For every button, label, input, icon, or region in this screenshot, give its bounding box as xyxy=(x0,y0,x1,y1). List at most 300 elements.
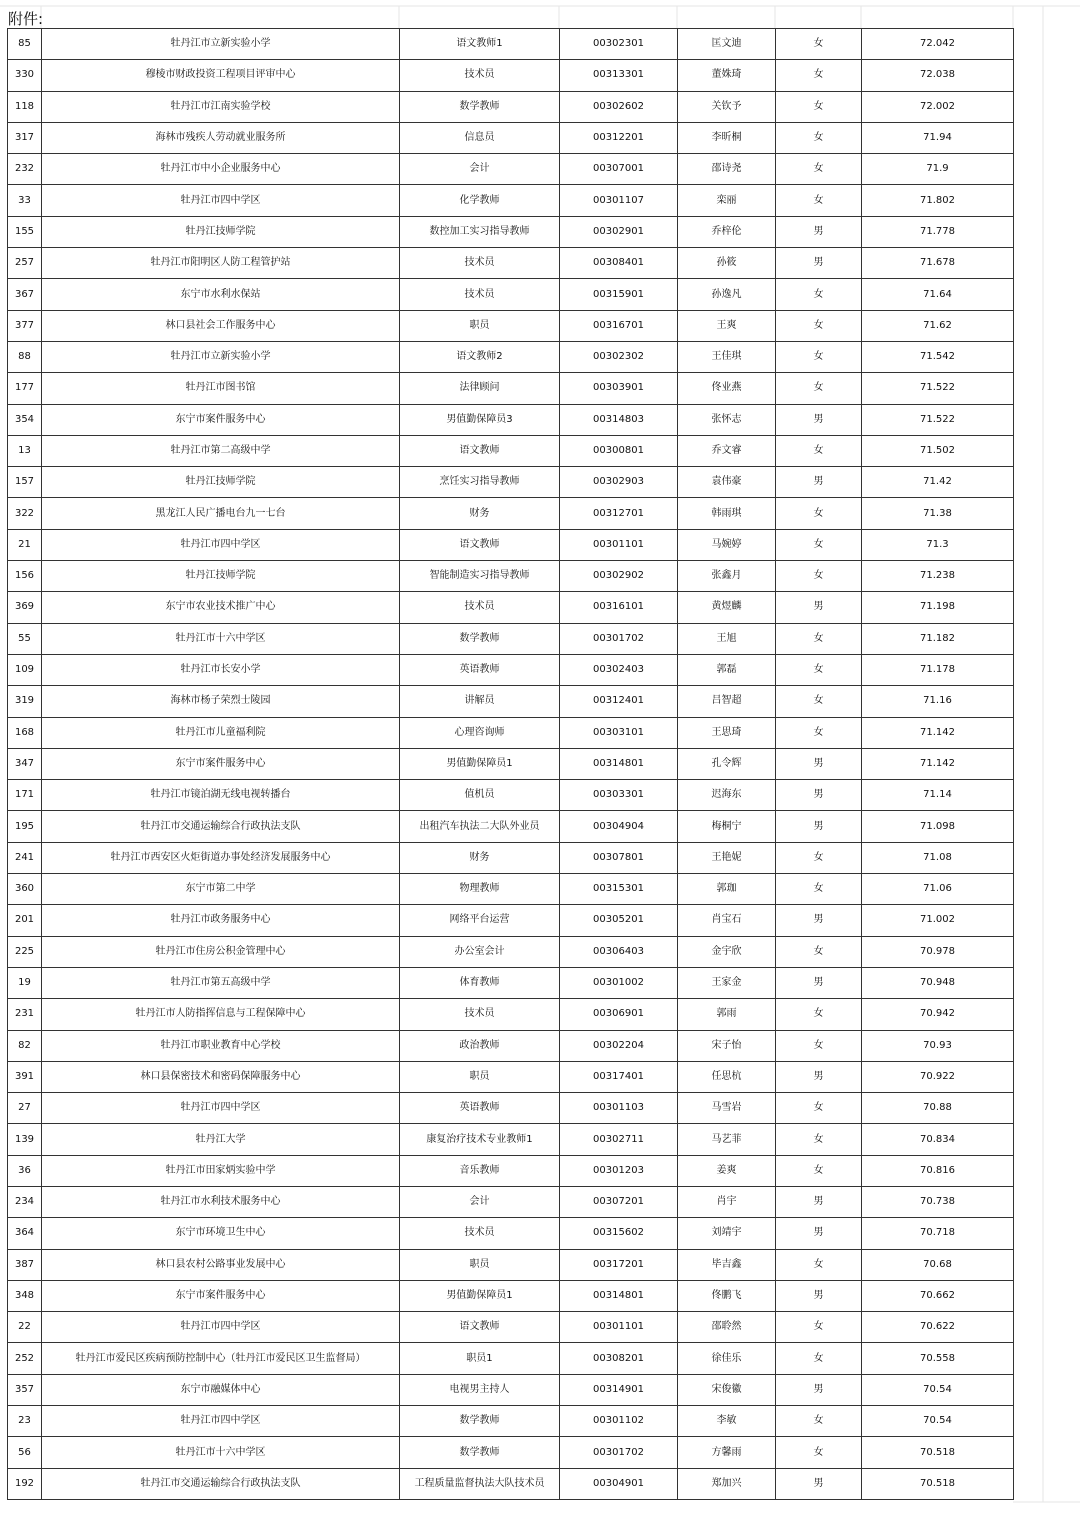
table-row xyxy=(8,1124,1014,1155)
score: 71.42 xyxy=(862,467,1014,498)
gender: 男 xyxy=(776,404,862,435)
gender: 男 xyxy=(776,1374,862,1405)
table-row xyxy=(8,592,1014,623)
score: 70.622 xyxy=(862,1312,1014,1343)
position-code: 00302302 xyxy=(560,341,678,372)
position-name: 智能制造实习指导教师 xyxy=(400,561,560,592)
position-name: 语文教师2 xyxy=(400,341,560,372)
position-name: 财务 xyxy=(400,842,560,873)
candidate-name: 肖宇 xyxy=(678,1186,776,1217)
employer-name: 牡丹江市交通运输综合行政执法支队 xyxy=(42,1468,400,1499)
score: 71.542 xyxy=(862,341,1014,372)
position-code: 00306901 xyxy=(560,999,678,1030)
score: 71.16 xyxy=(862,686,1014,717)
position-code: 00307801 xyxy=(560,842,678,873)
table-row xyxy=(8,29,1014,60)
row-number: 232 xyxy=(8,154,42,185)
table-row xyxy=(8,154,1014,185)
position-name: 康复治疗技术专业教师1 xyxy=(400,1124,560,1155)
score: 71.238 xyxy=(862,561,1014,592)
position-name: 法律顾问 xyxy=(400,373,560,404)
position-name: 语文教师 xyxy=(400,529,560,560)
table-row xyxy=(8,122,1014,153)
gender: 女 xyxy=(776,29,862,60)
gender: 男 xyxy=(776,780,862,811)
position-name: 体育教师 xyxy=(400,967,560,998)
row-number: 118 xyxy=(8,91,42,122)
score: 72.042 xyxy=(862,29,1014,60)
position-code: 00307201 xyxy=(560,1186,678,1217)
score: 70.558 xyxy=(862,1343,1014,1374)
candidate-name: 王艳妮 xyxy=(678,842,776,873)
employer-name: 牡丹江市中小企业服务中心 xyxy=(42,154,400,185)
candidate-name: 王旭 xyxy=(678,623,776,654)
row-number: 168 xyxy=(8,717,42,748)
score: 71.098 xyxy=(862,811,1014,842)
gender: 男 xyxy=(776,1186,862,1217)
position-name: 语文教师 xyxy=(400,1312,560,1343)
candidate-name: 王思琦 xyxy=(678,717,776,748)
candidate-name: 马雪岩 xyxy=(678,1093,776,1124)
gender: 男 xyxy=(776,1468,862,1499)
position-name: 化学教师 xyxy=(400,185,560,216)
row-number: 177 xyxy=(8,373,42,404)
table-row xyxy=(8,467,1014,498)
gender: 女 xyxy=(776,373,862,404)
score: 72.038 xyxy=(862,60,1014,91)
position-code: 00314801 xyxy=(560,748,678,779)
position-name: 技术员 xyxy=(400,279,560,310)
position-code: 00312201 xyxy=(560,122,678,153)
employer-name: 牡丹江市十六中学区 xyxy=(42,623,400,654)
position-code: 00301101 xyxy=(560,529,678,560)
candidate-name: 董姝琦 xyxy=(678,60,776,91)
position-name: 会计 xyxy=(400,1186,560,1217)
row-number: 347 xyxy=(8,748,42,779)
position-name: 信息员 xyxy=(400,122,560,153)
row-number: 13 xyxy=(8,435,42,466)
candidate-name: 王佳琪 xyxy=(678,341,776,372)
row-number: 156 xyxy=(8,561,42,592)
employer-name: 海林市杨子荣烈士陵园 xyxy=(42,686,400,717)
position-name: 工程质量监督执法大队技术员 xyxy=(400,1468,560,1499)
employer-name: 牡丹江市爱民区疾病预防控制中心（牡丹江市爱民区卫生监督局） xyxy=(42,1343,400,1374)
candidate-name: 宋子怡 xyxy=(678,1030,776,1061)
score: 71.522 xyxy=(862,404,1014,435)
table-row xyxy=(8,905,1014,936)
employer-name: 牡丹江市交通运输综合行政执法支队 xyxy=(42,811,400,842)
table-row xyxy=(8,1312,1014,1343)
row-number: 225 xyxy=(8,936,42,967)
employer-name: 牡丹江市田家炳实验中学 xyxy=(42,1155,400,1186)
gender: 女 xyxy=(776,1343,862,1374)
gender: 男 xyxy=(776,967,862,998)
position-code: 00304901 xyxy=(560,1468,678,1499)
score: 70.518 xyxy=(862,1437,1014,1468)
position-code: 00301102 xyxy=(560,1406,678,1437)
score: 70.978 xyxy=(862,936,1014,967)
position-code: 00301702 xyxy=(560,1437,678,1468)
score: 71.802 xyxy=(862,185,1014,216)
position-code: 00302602 xyxy=(560,91,678,122)
employer-name: 牡丹江市长安小学 xyxy=(42,654,400,685)
gender: 男 xyxy=(776,216,862,247)
candidate-name: 王家金 xyxy=(678,967,776,998)
score: 70.922 xyxy=(862,1061,1014,1092)
table-row xyxy=(8,529,1014,560)
score: 70.88 xyxy=(862,1093,1014,1124)
position-code: 00302903 xyxy=(560,467,678,498)
position-code: 00317201 xyxy=(560,1249,678,1280)
candidate-name: 栾丽 xyxy=(678,185,776,216)
position-name: 男值勤保障员1 xyxy=(400,748,560,779)
candidate-name: 黄煜麟 xyxy=(678,592,776,623)
score: 71.64 xyxy=(862,279,1014,310)
score: 71.9 xyxy=(862,154,1014,185)
employer-name: 牡丹江市图书馆 xyxy=(42,373,400,404)
employer-name: 林口县农村公路事业发展中心 xyxy=(42,1249,400,1280)
table-row xyxy=(8,874,1014,905)
row-number: 157 xyxy=(8,467,42,498)
gender: 女 xyxy=(776,1155,862,1186)
row-number: 330 xyxy=(8,60,42,91)
score: 71.178 xyxy=(862,654,1014,685)
table-row xyxy=(8,1343,1014,1374)
table-row xyxy=(8,623,1014,654)
table-row xyxy=(8,498,1014,529)
position-name: 值机员 xyxy=(400,780,560,811)
employer-name: 黑龙江人民广播电台九一七台 xyxy=(42,498,400,529)
table-row xyxy=(8,185,1014,216)
gender: 女 xyxy=(776,529,862,560)
gender: 女 xyxy=(776,122,862,153)
employer-name: 牡丹江市四中学区 xyxy=(42,1312,400,1343)
row-number: 82 xyxy=(8,1030,42,1061)
gender: 女 xyxy=(776,1406,862,1437)
position-code: 00302902 xyxy=(560,561,678,592)
row-number: 85 xyxy=(8,29,42,60)
candidate-name: 佟鹏飞 xyxy=(678,1280,776,1311)
row-number: 19 xyxy=(8,967,42,998)
employer-name: 海林市残疾人劳动就业服务所 xyxy=(42,122,400,153)
candidate-name: 徐佳乐 xyxy=(678,1343,776,1374)
position-code: 00317401 xyxy=(560,1061,678,1092)
position-name: 职员 xyxy=(400,1061,560,1092)
candidate-name: 郭珈 xyxy=(678,874,776,905)
position-code: 00303301 xyxy=(560,780,678,811)
position-name: 电视男主持人 xyxy=(400,1374,560,1405)
position-code: 00301002 xyxy=(560,967,678,998)
score: 70.948 xyxy=(862,967,1014,998)
gender: 女 xyxy=(776,1312,862,1343)
row-number: 367 xyxy=(8,279,42,310)
row-number: 201 xyxy=(8,905,42,936)
table-row xyxy=(8,1030,1014,1061)
position-name: 技术员 xyxy=(400,999,560,1030)
gender: 男 xyxy=(776,905,862,936)
table-row xyxy=(8,999,1014,1030)
table-row xyxy=(8,1374,1014,1405)
gender: 女 xyxy=(776,1093,862,1124)
row-number: 195 xyxy=(8,811,42,842)
position-name: 男值勤保障员1 xyxy=(400,1280,560,1311)
position-name: 网络平台运营 xyxy=(400,905,560,936)
score: 72.002 xyxy=(862,91,1014,122)
employer-name: 牡丹江市政务服务中心 xyxy=(42,905,400,936)
position-code: 00315301 xyxy=(560,874,678,905)
table-row xyxy=(8,279,1014,310)
employer-name: 牡丹江市立新实验小学 xyxy=(42,29,400,60)
table-row xyxy=(8,686,1014,717)
position-name: 英语教师 xyxy=(400,1093,560,1124)
row-number: 23 xyxy=(8,1406,42,1437)
position-name: 技术员 xyxy=(400,248,560,279)
candidate-name: 匡文迪 xyxy=(678,29,776,60)
table-row xyxy=(8,91,1014,122)
position-code: 00302901 xyxy=(560,216,678,247)
position-code: 00316101 xyxy=(560,592,678,623)
row-number: 348 xyxy=(8,1280,42,1311)
score: 71.002 xyxy=(862,905,1014,936)
candidate-name: 吕智超 xyxy=(678,686,776,717)
gender: 女 xyxy=(776,936,862,967)
candidate-name: 迟海东 xyxy=(678,780,776,811)
row-number: 88 xyxy=(8,341,42,372)
gender: 女 xyxy=(776,91,862,122)
score: 71.522 xyxy=(862,373,1014,404)
candidate-name: 王爽 xyxy=(678,310,776,341)
position-name: 语文教师 xyxy=(400,435,560,466)
gender: 女 xyxy=(776,498,862,529)
employer-name: 牡丹江市立新实验小学 xyxy=(42,341,400,372)
gender: 女 xyxy=(776,1124,862,1155)
candidate-name: 张鑫月 xyxy=(678,561,776,592)
position-code: 00301101 xyxy=(560,1312,678,1343)
position-name: 职员 xyxy=(400,1249,560,1280)
position-code: 00314803 xyxy=(560,404,678,435)
table-row xyxy=(8,373,1014,404)
score: 71.142 xyxy=(862,717,1014,748)
employer-name: 东宁市农业技术推广中心 xyxy=(42,592,400,623)
table-row xyxy=(8,1468,1014,1499)
employer-name: 牡丹江技师学院 xyxy=(42,467,400,498)
employer-name: 牡丹江市水利技术服务中心 xyxy=(42,1186,400,1217)
attachment-label: 附件: xyxy=(8,10,44,28)
row-number: 319 xyxy=(8,686,42,717)
position-name: 财务 xyxy=(400,498,560,529)
table-row xyxy=(8,216,1014,247)
position-name: 语文教师1 xyxy=(400,29,560,60)
score: 70.738 xyxy=(862,1186,1014,1217)
gender: 女 xyxy=(776,561,862,592)
employer-name: 东宁市案件服务中心 xyxy=(42,1280,400,1311)
employer-name: 牡丹江技师学院 xyxy=(42,561,400,592)
employer-name: 东宁市案件服务中心 xyxy=(42,748,400,779)
position-code: 00301203 xyxy=(560,1155,678,1186)
position-code: 00303101 xyxy=(560,717,678,748)
position-code: 00315901 xyxy=(560,279,678,310)
table-row xyxy=(8,1186,1014,1217)
score: 70.718 xyxy=(862,1218,1014,1249)
candidate-name: 张怀志 xyxy=(678,404,776,435)
position-name: 数控加工实习指导教师 xyxy=(400,216,560,247)
position-name: 男值勤保障员3 xyxy=(400,404,560,435)
position-name: 办公室会计 xyxy=(400,936,560,967)
employer-name: 东宁市第二中学 xyxy=(42,874,400,905)
position-name: 数学教师 xyxy=(400,1406,560,1437)
score: 71.38 xyxy=(862,498,1014,529)
row-number: 391 xyxy=(8,1061,42,1092)
score: 71.142 xyxy=(862,748,1014,779)
position-name: 英语教师 xyxy=(400,654,560,685)
gender: 女 xyxy=(776,686,862,717)
candidate-name: 姜爽 xyxy=(678,1155,776,1186)
employer-name: 牡丹江市十六中学区 xyxy=(42,1437,400,1468)
position-code: 00302301 xyxy=(560,29,678,60)
position-name: 技术员 xyxy=(400,60,560,91)
position-code: 00312401 xyxy=(560,686,678,717)
row-number: 360 xyxy=(8,874,42,905)
candidate-name: 梅桐宁 xyxy=(678,811,776,842)
candidate-name: 孙逸凡 xyxy=(678,279,776,310)
candidate-name: 关钦予 xyxy=(678,91,776,122)
candidate-name: 郭雨 xyxy=(678,999,776,1030)
candidate-name: 李敏 xyxy=(678,1406,776,1437)
score: 71.198 xyxy=(862,592,1014,623)
candidate-name: 宋俊徽 xyxy=(678,1374,776,1405)
table-row xyxy=(8,1218,1014,1249)
table-row xyxy=(8,654,1014,685)
score: 70.518 xyxy=(862,1468,1014,1499)
position-name: 出租汽车执法二大队外业员 xyxy=(400,811,560,842)
row-number: 155 xyxy=(8,216,42,247)
employer-name: 东宁市环境卫生中心 xyxy=(42,1218,400,1249)
gender: 女 xyxy=(776,654,862,685)
gender: 男 xyxy=(776,248,862,279)
employer-name: 东宁市融媒体中心 xyxy=(42,1374,400,1405)
position-name: 职员 xyxy=(400,310,560,341)
position-name: 技术员 xyxy=(400,592,560,623)
table-row xyxy=(8,561,1014,592)
row-number: 322 xyxy=(8,498,42,529)
position-code: 00303901 xyxy=(560,373,678,404)
employer-name: 林口县社会工作服务中心 xyxy=(42,310,400,341)
results-table xyxy=(7,28,1014,1500)
score: 71.62 xyxy=(862,310,1014,341)
position-name: 数学教师 xyxy=(400,91,560,122)
score: 70.662 xyxy=(862,1280,1014,1311)
position-name: 心理咨询师 xyxy=(400,717,560,748)
gender: 男 xyxy=(776,1218,862,1249)
table-row xyxy=(8,60,1014,91)
position-code: 00308201 xyxy=(560,1343,678,1374)
position-code: 00308401 xyxy=(560,248,678,279)
gender: 男 xyxy=(776,1061,862,1092)
row-number: 55 xyxy=(8,623,42,654)
employer-name: 牡丹江市四中学区 xyxy=(42,1406,400,1437)
row-number: 21 xyxy=(8,529,42,560)
employer-name: 牡丹江市阳明区人防工程管护站 xyxy=(42,248,400,279)
employer-name: 牡丹江市第二高级中学 xyxy=(42,435,400,466)
table-row xyxy=(8,1249,1014,1280)
employer-name: 牡丹江市职业教育中心学校 xyxy=(42,1030,400,1061)
gender: 女 xyxy=(776,185,862,216)
row-number: 22 xyxy=(8,1312,42,1343)
table-row xyxy=(8,842,1014,873)
score: 71.3 xyxy=(862,529,1014,560)
position-name: 讲解员 xyxy=(400,686,560,717)
position-code: 00314901 xyxy=(560,1374,678,1405)
candidate-name: 金宇欣 xyxy=(678,936,776,967)
gender: 女 xyxy=(776,1437,862,1468)
gender: 男 xyxy=(776,1280,862,1311)
employer-name: 牡丹江市四中学区 xyxy=(42,529,400,560)
score: 71.14 xyxy=(862,780,1014,811)
row-number: 257 xyxy=(8,248,42,279)
position-code: 00314801 xyxy=(560,1280,678,1311)
score: 70.54 xyxy=(862,1374,1014,1405)
position-name: 烹饪实习指导教师 xyxy=(400,467,560,498)
row-number: 357 xyxy=(8,1374,42,1405)
gender: 女 xyxy=(776,279,862,310)
row-number: 231 xyxy=(8,999,42,1030)
gender: 男 xyxy=(776,811,862,842)
gender: 女 xyxy=(776,874,862,905)
position-code: 00312701 xyxy=(560,498,678,529)
employer-name: 牡丹江市西安区火炬街道办事处经济发展服务中心 xyxy=(42,842,400,873)
position-code: 00305201 xyxy=(560,905,678,936)
candidate-name: 韩雨琪 xyxy=(678,498,776,529)
position-name: 数学教师 xyxy=(400,623,560,654)
score: 71.08 xyxy=(862,842,1014,873)
position-code: 00302403 xyxy=(560,654,678,685)
gender: 男 xyxy=(776,592,862,623)
position-name: 职员1 xyxy=(400,1343,560,1374)
employer-name: 牡丹江市第五高级中学 xyxy=(42,967,400,998)
score: 71.94 xyxy=(862,122,1014,153)
position-code: 00302204 xyxy=(560,1030,678,1061)
gender: 女 xyxy=(776,154,862,185)
row-number: 33 xyxy=(8,185,42,216)
table-row xyxy=(8,248,1014,279)
gender: 女 xyxy=(776,60,862,91)
candidate-name: 袁伟豪 xyxy=(678,467,776,498)
candidate-name: 马婉婷 xyxy=(678,529,776,560)
gender: 女 xyxy=(776,623,862,654)
position-code: 00306403 xyxy=(560,936,678,967)
employer-name: 牡丹江市江南实验学校 xyxy=(42,91,400,122)
candidate-name: 刘靖宇 xyxy=(678,1218,776,1249)
employer-name: 林口县保密技术和密码保障服务中心 xyxy=(42,1061,400,1092)
position-name: 技术员 xyxy=(400,1218,560,1249)
position-code: 00301107 xyxy=(560,185,678,216)
score: 70.68 xyxy=(862,1249,1014,1280)
row-number: 36 xyxy=(8,1155,42,1186)
score: 70.54 xyxy=(862,1406,1014,1437)
candidate-name: 佟业燕 xyxy=(678,373,776,404)
employer-name: 牡丹江技师学院 xyxy=(42,216,400,247)
table-row xyxy=(8,811,1014,842)
candidate-name: 乔梓伦 xyxy=(678,216,776,247)
row-number: 171 xyxy=(8,780,42,811)
table-row xyxy=(8,1406,1014,1437)
table-row xyxy=(8,936,1014,967)
candidate-name: 孙筱 xyxy=(678,248,776,279)
position-code: 00300801 xyxy=(560,435,678,466)
employer-name: 牡丹江市四中学区 xyxy=(42,1093,400,1124)
table-row xyxy=(8,780,1014,811)
employer-name: 穆棱市财政投资工程项目评审中心 xyxy=(42,60,400,91)
